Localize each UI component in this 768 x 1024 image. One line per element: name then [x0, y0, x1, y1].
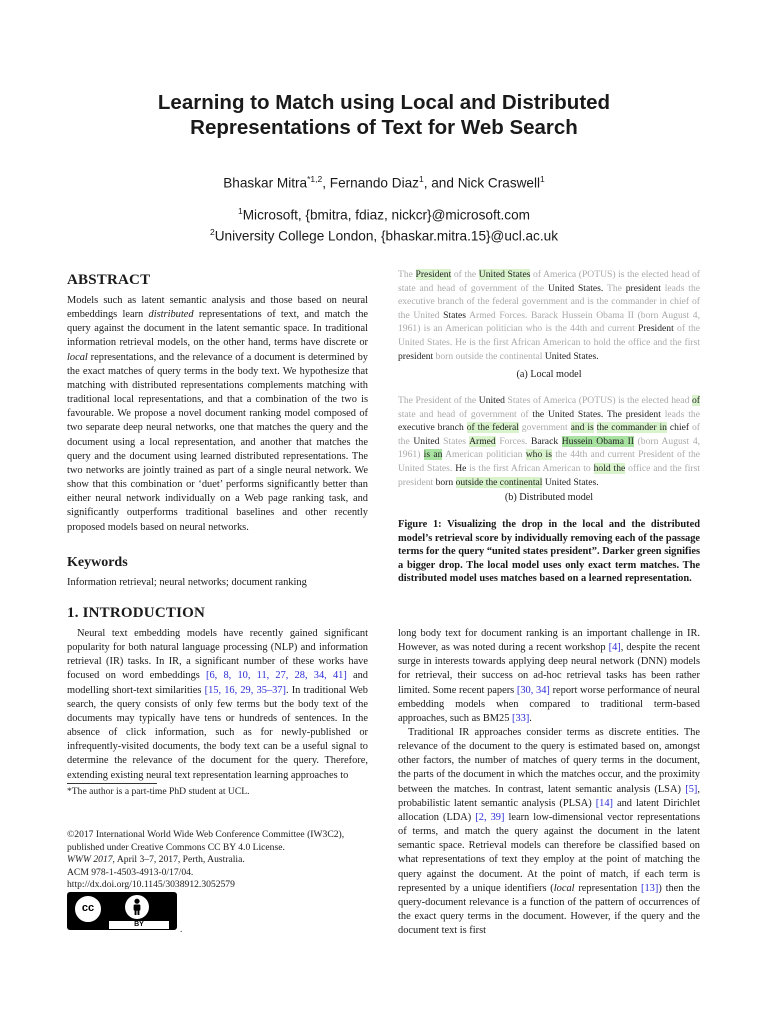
- text-run: report worse performance of neural embedding models when compared to traditional term-based approaches, such as BM25: [398, 684, 700, 724]
- author-sep: ,: [322, 175, 330, 191]
- passage-text: States of America (POTUS) is the elected head: [504, 395, 692, 406]
- footnote-rule: [67, 783, 157, 784]
- matched-term: United States.: [544, 350, 599, 362]
- matched-term: the United States.: [532, 408, 604, 420]
- trailing-dot: .: [180, 924, 183, 934]
- figure-1b-passage: [398, 394, 700, 489]
- venue-details: April 3–7, 2017, Perth, Australia.: [114, 854, 245, 865]
- highlighted-term: Hussein Obama II: [561, 435, 634, 447]
- text-run: .: [529, 712, 532, 724]
- body-paragraph-1: [398, 627, 700, 726]
- passage-text: (born August 4, 1961): [398, 435, 701, 461]
- by-label: BY: [134, 921, 144, 928]
- matched-term: The: [606, 408, 622, 420]
- matched-term: president: [625, 408, 661, 420]
- venue-name: WWW 2017,: [67, 854, 115, 865]
- passage-text: American politician: [442, 449, 526, 461]
- citation-link[interactable]: [33]: [511, 712, 530, 724]
- passage-text: The: [603, 282, 626, 294]
- author-sup: *1,2: [307, 174, 323, 184]
- passage-text: The President of the: [398, 395, 479, 406]
- figure-1-caption: Figure 1: Visualizing the drop in the local and the distributed model’s retrieval score by individually removing each of the passage terms for the query “united states president”. Darker green signifies a bigger drop. The local model uses only exact term matches. The distributed model uses matches based on a learned representation.: [398, 519, 700, 584]
- highlighted-term: Armed: [469, 435, 496, 447]
- matched-term: president: [625, 282, 661, 294]
- text-run: ) then the query-document relevance is a function of the pattern of occurrences of the exact query terms in the document. However, if the query and the document text is first: [398, 882, 700, 937]
- text-run: representations of text, and match the query against the document in the latent semantic space. In traditional information retrieval models, on the other hand, terms have discrete or: [67, 309, 368, 349]
- affiliation-text: Microsoft, {bmitra, fdiaz, nickcr}@microsoft.com: [242, 207, 530, 223]
- introduction-heading: 1. INTRODUCTION: [67, 605, 206, 621]
- author-sep: , and: [423, 175, 458, 191]
- person-icon: [125, 895, 149, 919]
- highlighted-term: of the federal: [466, 422, 519, 434]
- matched-term: President: [638, 323, 674, 335]
- matched-term: States: [443, 309, 466, 321]
- text-run: representation: [574, 882, 642, 894]
- matched-term: He: [455, 462, 467, 474]
- highlighted-term: outside the continental: [455, 476, 543, 488]
- abstract-text: [67, 294, 368, 535]
- highlighted-term: of: [691, 395, 700, 406]
- keywords-text: Information retrieval; neural networks; document ranking: [67, 577, 307, 588]
- passage-text: of the United States. He is the first African American to hold the office and the first: [398, 323, 700, 348]
- passage-text: born outside the continental: [433, 350, 545, 362]
- text-run: , probabilistic latent semantic analysis (PLSA): [398, 783, 700, 809]
- passage-text: government: [518, 422, 571, 434]
- passage-text: state and head of government of: [398, 408, 533, 420]
- citation-link[interactable]: [13]: [641, 882, 659, 894]
- passage-text: is the first African American to: [466, 462, 594, 474]
- text-run: and modelling short-text similarities: [67, 670, 368, 696]
- highlighted-term: who is: [525, 449, 552, 461]
- highlighted-term: hold the: [593, 462, 626, 474]
- matched-term: United States.: [544, 476, 599, 488]
- text-run: . In traditional Web search, the query consists of only few terms but the body text of the documents may typically have tens or hundreds of sentences. In the absence of click information, such as for newly-published or infrequently-visited documents, the body text can be a useful signal to determine the relevance of the document for the query. Therefore, extending existing neural text representation learning approaches to: [67, 684, 368, 781]
- cc-by-icon: [67, 892, 177, 930]
- italic-text: local: [553, 882, 575, 894]
- author-sup: 1: [418, 174, 424, 184]
- affiliation-text: University College London, {bhaskar.mitra.15}@ucl.ac.uk: [214, 228, 558, 244]
- citation-link[interactable]: [14]: [595, 797, 614, 809]
- highlighted-term: is an: [423, 449, 443, 461]
- italic-text: distributed: [148, 309, 194, 321]
- cc-circle-icon: [75, 896, 101, 922]
- citation-link[interactable]: [15, 16, 29, 35–37]: [204, 684, 286, 696]
- author-name: Bhaskar Mitra: [223, 175, 308, 191]
- copyright-block: [67, 829, 368, 892]
- matched-term: United: [478, 395, 505, 406]
- text-run: long body text for document ranking is an important challenge in IR. However, as was noted during a recent workshop: [398, 628, 700, 654]
- figure-1a-caption: (a) Local model: [516, 369, 582, 380]
- figure-1a-passage: [398, 268, 700, 363]
- body-paragraph-2: [398, 726, 700, 938]
- text-run: representations, and the relevance of a document is determined by the exact matches of query terms in the body text. We hypothesize that matching with distributed representations complements matching with traditional local representations, and that a combination of the two is favourable. We propose a novel document ranking model composed of two separate deep neural networks, one that matches the query and the document using a local representation, and another that matches the query and the document using learned distributed representations. The two networks are jointly trained as part of a single neural network. We show that this combination or ‘duet’ performs significantly better than either neural network individually on a Web page ranking task, and significantly outperforms traditional baselines and other recently proposed models based on neural networks.: [67, 351, 368, 533]
- matched-term: chief: [669, 422, 690, 434]
- matched-term: United States.: [548, 282, 604, 294]
- introduction-text: [67, 627, 368, 783]
- author-sup: 1: [540, 174, 545, 184]
- matched-term: Barack: [530, 435, 559, 447]
- text-run: Neural text embedding models have recently gained significant popularity for both natural language processing (NLP) and information retrieval (IR) tasks. In IR, a significant number of these works have focused on word embeddings: [67, 628, 368, 682]
- abstract-heading: ABSTRACT: [67, 272, 151, 288]
- text-run: and latent Dirichlet allocation (LDA): [398, 797, 700, 823]
- author-name: Fernando Diaz: [329, 175, 419, 191]
- matched-term: born: [435, 476, 454, 488]
- passage-text: leads the: [660, 408, 700, 420]
- affiliation-2: [84, 227, 684, 244]
- citation-link[interactable]: [4]: [608, 642, 621, 654]
- figure-1b-caption: (b) Distributed model: [504, 492, 594, 503]
- text-run: Models such as latent semantic analysis and those based on neural embeddings learn: [67, 295, 368, 321]
- affiliation-1: [84, 206, 684, 223]
- keywords-heading: Keywords: [67, 555, 128, 570]
- passage-text: Forces.: [495, 435, 531, 447]
- doi-link[interactable]: http://dx.doi.org/10.1145/3038912.3052579: [67, 879, 235, 890]
- citation-link[interactable]: [2, 39]: [475, 811, 505, 823]
- highlighted-term: United States: [478, 269, 531, 280]
- affiliation-sup: 1: [238, 206, 243, 216]
- citation-link[interactable]: [30, 34]: [516, 684, 550, 696]
- paper-title: Learning to Match using Local and Distributed Representations of Text for Web Search: [157, 91, 611, 139]
- copyright-line: ©2017 International World Wide Web Conference Committee (IW3C2), published under Creative Commons CC BY 4.0 License.: [67, 829, 345, 853]
- italic-text: local: [67, 351, 88, 363]
- passage-text: of America (POTUS) is the elected head of state and head of government of the: [398, 269, 700, 294]
- matched-term: president: [398, 350, 434, 362]
- citation-link[interactable]: [5]: [685, 783, 698, 795]
- passage-text: of the: [398, 422, 700, 447]
- highlighted-term: the commander in: [596, 422, 667, 434]
- passage-text: The: [398, 269, 416, 280]
- passage-text: States: [439, 435, 470, 447]
- matched-term: executive branch: [398, 422, 464, 434]
- passage-text: leads the executive branch of the federal government and is the commander in chief of the United: [398, 282, 701, 321]
- passage-text: of the: [451, 269, 479, 280]
- citation-link[interactable]: [6, 8, 10, 11, 27, 28, 34, 41]: [206, 670, 347, 682]
- cc-letters: cc: [81, 902, 95, 914]
- highlighted-term: and is: [570, 422, 594, 434]
- author-name: Nick Craswell: [457, 175, 541, 191]
- highlighted-term: President: [415, 269, 452, 280]
- affiliation-sup: 2: [210, 227, 215, 237]
- text-run: Traditional IR approaches consider terms as discrete entities. The relevance of the document to the query is estimated based on, amongst other factors, the number of matches of query terms in the document, the parts of the document in which the matches occur, and the proximity between the matches. In contrast, latent semantic analysis (LSA): [398, 727, 700, 795]
- passage-text: office and the first president: [398, 462, 700, 488]
- text-run: , despite the recent surge in interests towards applying deep neural network (DNN) models for retrieval, their success on ad-hoc retrieval tasks has been rather limited. Some recent papers: [398, 642, 701, 696]
- author-line: [84, 174, 684, 191]
- matched-term: United: [413, 435, 440, 447]
- footnote: *The author is a part-time PhD student at UCL.: [67, 786, 250, 797]
- by-strip: [109, 921, 169, 929]
- text-run: learn low-dimensional vector representations of terms, and match the query against the document in the latent semantic space. Retrieval models can therefore be classified based on what representations of text they employ at the point of matching the query against the document. At the point of match, if each term is represented by a unique identifiers (: [398, 811, 700, 894]
- passage-text: the 44th and current President of the United States.: [398, 449, 701, 474]
- acm-isbn: ACM 978-1-4503-4913-0/17/04.: [67, 866, 194, 878]
- passage-text: Armed Forces. Barack Hussein Obama II (born August 4, 1961) is an American politician who is the 44th and current: [398, 309, 700, 335]
